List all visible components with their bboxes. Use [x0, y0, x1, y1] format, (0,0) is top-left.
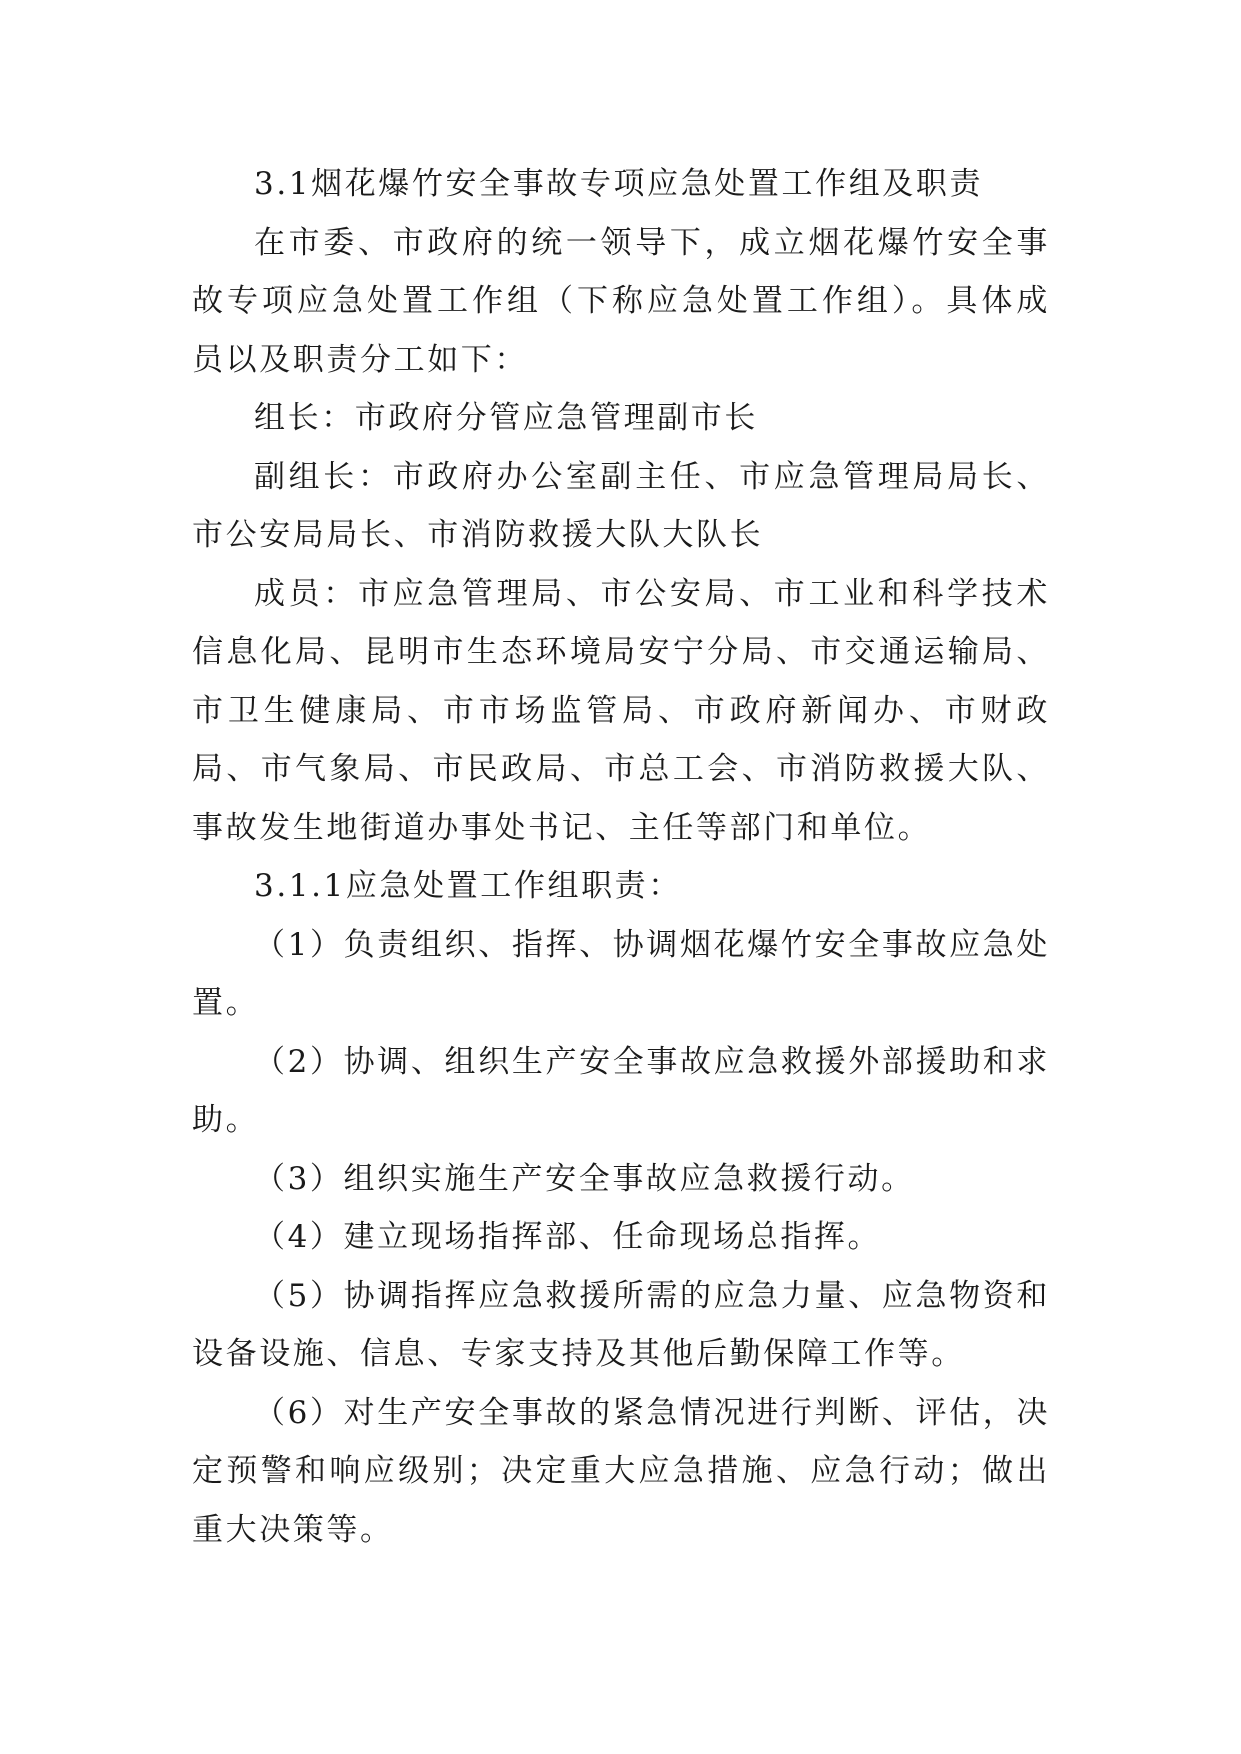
- section-heading: 3.1烟花爆竹安全事故专项应急处置工作组及职责: [254, 166, 984, 202]
- subsection-heading: 3.1.1应急处置工作组职责：: [254, 868, 682, 904]
- intro-paragraph: 在市委、市政府的统一领导下，成立烟花爆竹安全事故专项应急处置工作组（下称应急处置工作组）。具体成员以及职责分工如下：: [192, 224, 1050, 378]
- leader-paragraph: 组长：市政府分管应急管理副市长: [254, 400, 758, 436]
- document-body: [192, 155, 1050, 1559]
- duty-item-6: （6）对生产安全事故的紧急情况进行判断、评估，决定预警和响应级别；决定重大应急措施、应急行动；做出重大决策等。: [192, 1394, 1050, 1548]
- duty-item-2: （2）协调、组织生产安全事故应急救援外部援助和求助。: [192, 1043, 1050, 1138]
- duty-item-4: （4）建立现场指挥部、任命现场总指挥。: [254, 1219, 882, 1255]
- members-paragraph: 成员：市应急管理局、市公安局、市工业和科学技术信息化局、昆明市生态环境局安宁分局、市交通运输局、市卫生健康局、市市场监管局、市政府新闻办、市财政局、市气象局、市民政局、市总工会、市消防救援大队、事故发生地街道办事处书记、主任等部门和单位。: [192, 575, 1050, 846]
- duty-item-1: （1）负责组织、指挥、协调烟花爆竹安全事故应急处置。: [192, 926, 1050, 1021]
- deputy-leader-paragraph: 副组长：市政府办公室副主任、市应急管理局局长、市公安局局长、市消防救援大队大队长: [192, 458, 1050, 553]
- duty-item-3: （3）组织实施生产安全事故应急救援行动。: [254, 1160, 915, 1197]
- duty-item-5: （5）协调指挥应急救援所需的应急力量、应急物资和设备设施、信息、专家支持及其他后勤保障工作等。: [192, 1277, 1050, 1372]
